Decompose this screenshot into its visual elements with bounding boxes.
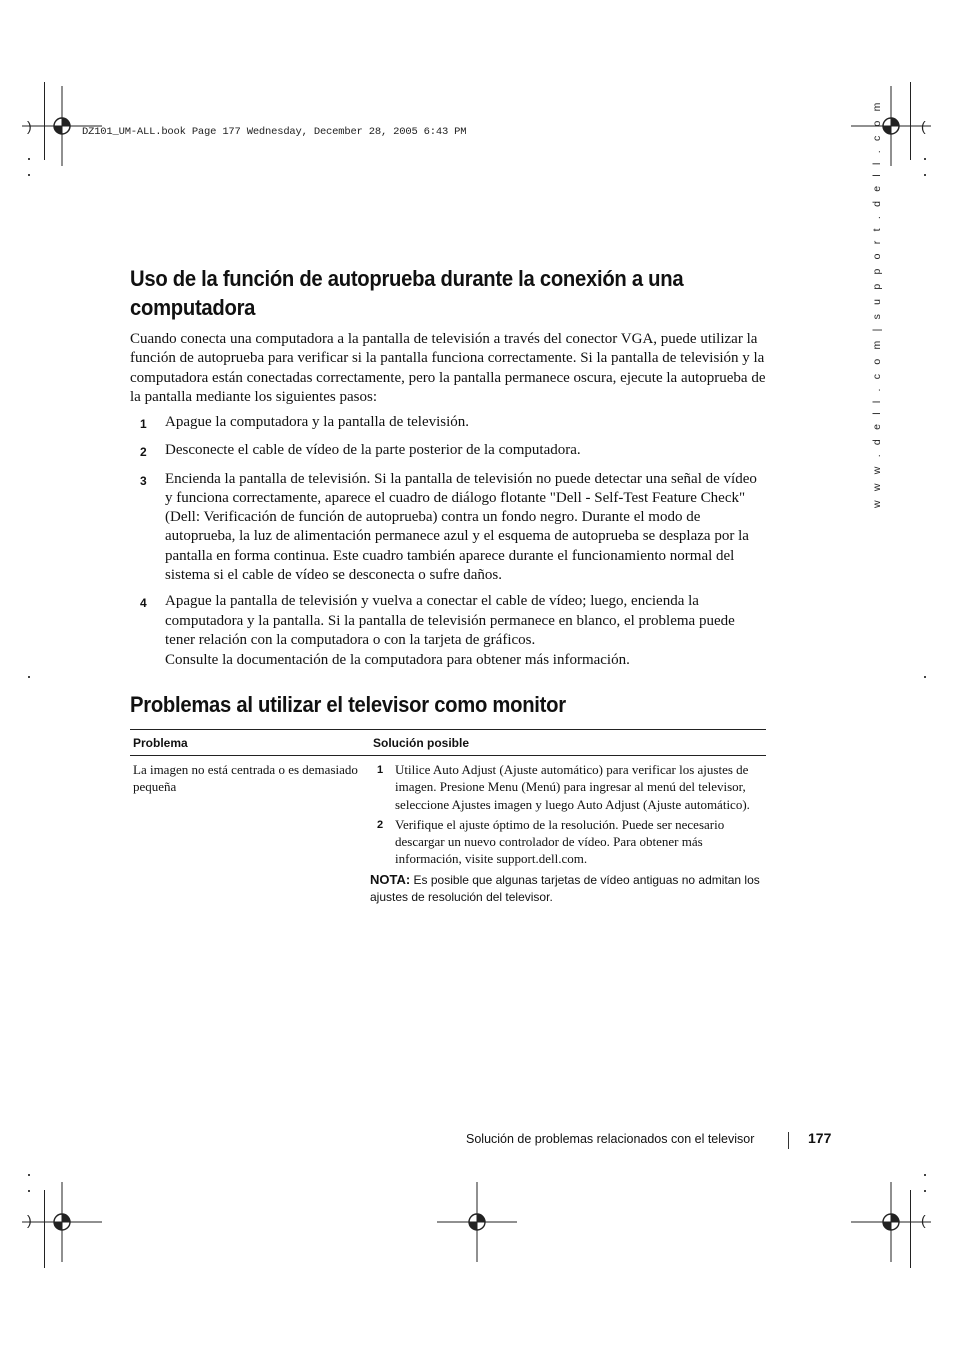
column-header-problem: Problema — [133, 735, 188, 750]
solution-cell — [370, 761, 766, 906]
list-item — [130, 470, 766, 586]
self-test-steps — [130, 413, 766, 657]
step-number: 3 — [140, 473, 147, 488]
step-number: 1 — [140, 417, 147, 431]
print-header: DZ101_UM-ALL.book Page 177 Wednesday, December 28, 2005 6:43 PM — [82, 126, 467, 138]
step-text: Desconecte el cable de vídeo de la parte posterior de la computadora. — [165, 442, 581, 459]
intro-paragraph: Cuando conecta una computadora a la pantalla de televisión a través del conector VGA, puede utilizar la función de autoprueba para verificar si la pantalla funciona correctamente. Si la pantalla de televisión y la computadora están conectadas correctamente, pero la pantalla permanece oscura, ejecute la autoprueba de la pantalla mediante los siguientes pasos: — [130, 331, 766, 405]
note — [370, 871, 766, 906]
table-header-row — [130, 730, 766, 755]
page-number: 177 — [808, 1130, 832, 1146]
registration-mark-icon — [851, 1182, 931, 1262]
step-number: 4 — [140, 596, 147, 611]
list-item — [130, 413, 766, 434]
step-text: Apague la computadora y la pantalla de televisión. — [165, 414, 470, 430]
registration-mark-icon — [851, 86, 931, 166]
section-title-tv-as-monitor: Problemas al utilizar el televisor como monitor — [130, 692, 566, 717]
note-text: Es posible que algunas tarjetas de vídeo antiguas no admitan los ajustes de resolución del televisor. — [370, 872, 760, 904]
footer-separator — [788, 1132, 789, 1149]
list-item — [130, 441, 766, 462]
solution-text: Utilice Auto Adjust (Ajuste automático) para verificar los ajustes de imagen. Presione Menu (Menú) para ingresar al menú del televisor, seleccione Ajustes imagen y luego Auto Adjust (Ajuste automático). — [395, 762, 750, 812]
step-text: Encienda la pantalla de televisión. Si la pantalla de televisión no puede detectar una señal de vídeo y funciona correctamente, aparece el cuadro de diálogo flotante "Dell - Self-Test Feature Check" (Dell: Verificación de función de autoprueba) contra un fondo negro. Durante el modo de autoprueba, la luz de alimentación permanece azul y el esquema de autoprueba se desplaza por la pantalla en forma continua. Este cuadro también aparece durante el funcionamiento normal del sistema si el cable de vídeo se desconecta o sufre daños. — [165, 470, 757, 584]
step-number: 2 — [377, 818, 384, 831]
followup-paragraph: Consulte la documentación de la computadora para obtener más información. — [165, 652, 630, 668]
step-text: Apague la pantalla de televisión y vuelva a conectar el cable de vídeo; luego, encienda la computadora y la pantalla. Si la pantalla de televisión permanece en blanco, el problema puede tener relación con la computadora o con la tarjeta de gráficos. — [165, 593, 735, 648]
problem-cell: La imagen no está centrada o es demasiado pequeña — [133, 762, 358, 794]
section-title-self-test: Uso de la función de autoprueba durante la conexión a una computadora — [130, 266, 684, 320]
registration-mark-icon — [22, 1182, 102, 1262]
side-url: w w w . d e l l . c o m | s u p p o r t . d e l l . c o m — [871, 99, 883, 508]
note-label: NOTA: — [370, 871, 411, 887]
list-item — [370, 761, 766, 813]
step-number: 1 — [377, 764, 384, 776]
troubleshooting-table — [130, 729, 766, 906]
list-item — [130, 592, 766, 650]
registration-mark-icon — [22, 86, 102, 166]
table-row — [130, 756, 766, 906]
step-number: 2 — [140, 445, 147, 460]
column-header-solution: Solución posible — [373, 735, 470, 750]
footer-chapter-title: Solución de problemas relacionados con el televisor — [466, 1132, 755, 1146]
solution-text: Verifique el ajuste óptimo de la resolución. Puede ser necesario descargar un nuevo controlador de vídeo. Para obtener más información, visite support.dell.com. — [395, 816, 725, 867]
list-item — [370, 816, 766, 868]
registration-mark-icon — [437, 1182, 517, 1262]
